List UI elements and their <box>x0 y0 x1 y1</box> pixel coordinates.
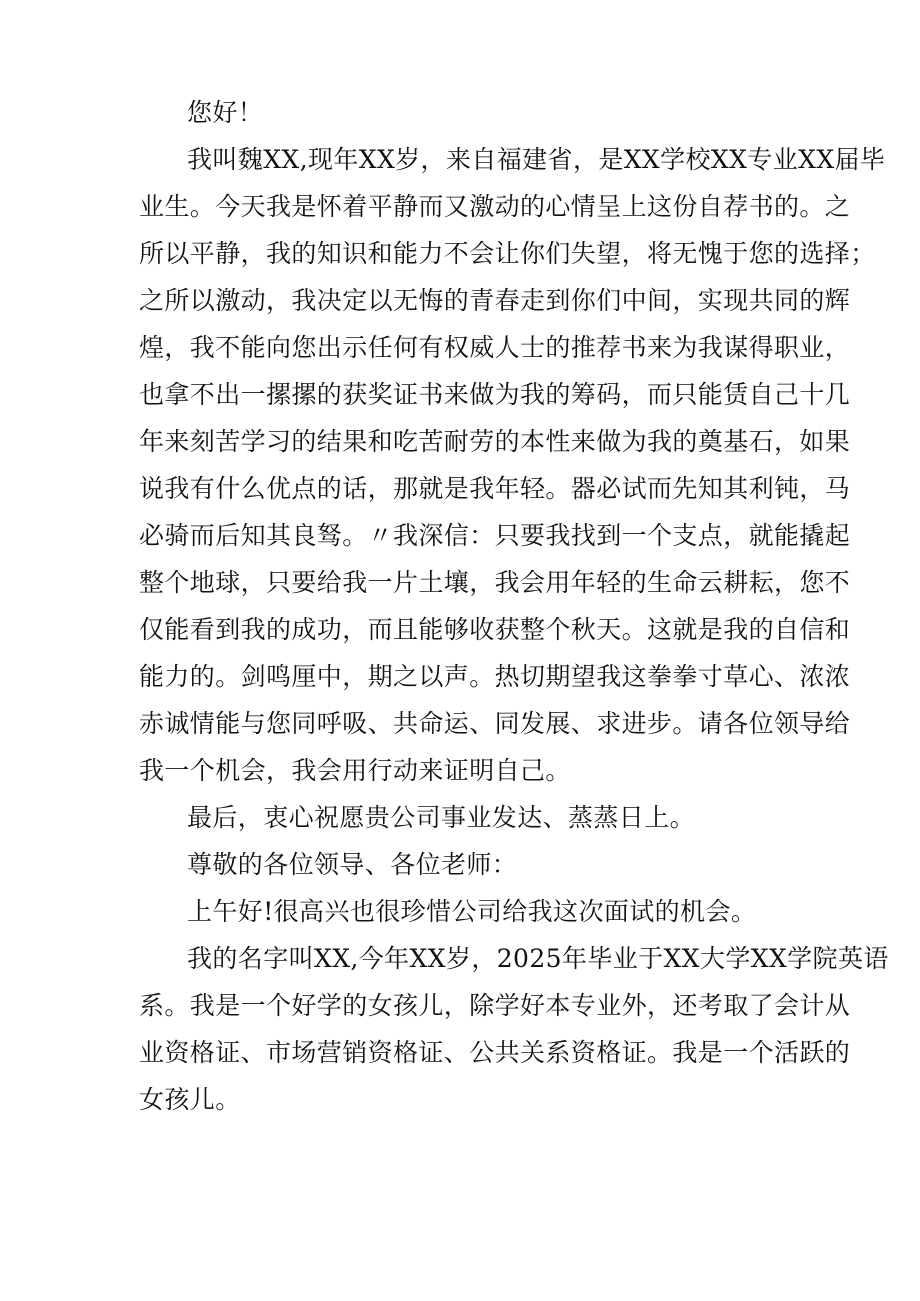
paragraph-line: 我一个机会，我会用行动来证明自己。 <box>139 756 571 785</box>
paragraph-line: 所以平静，我的知识和能力不会让你们失望，将无愧于您的选择； <box>139 239 876 268</box>
paragraph-line: 年来刻苦学习的结果和吃苦耐劳的本性来做为我的奠基石，如果 <box>139 427 851 456</box>
paragraph-line: 说我有什么优点的话，那就是我年轻。器必试而先知其利钝，马 <box>139 474 851 503</box>
greeting-line: 上午好!很高兴也很珍惜公司给我这次面试的机会。 <box>187 897 757 926</box>
paragraph-line: 系。我是一个好学的女孩儿，除学好本专业外，还考取了会计从 <box>139 991 851 1020</box>
paragraph-line: 煌，我不能向您出示任何有权威人士的推荐书来为我谋得职业， <box>139 333 851 362</box>
paragraph-line: 必骑而后知其良驽。〃我深信：只要我找到一个支点，就能撬起 <box>139 521 851 550</box>
greeting-line: 您好！ <box>187 98 264 127</box>
closing-wish-line: 最后，衷心祝愿贵公司事业发达、蒸蒸日上。 <box>187 803 696 832</box>
paragraph-line: 我的名字叫XX,今年XX岁，2025年毕业于XX大学XX学院英语 <box>187 944 889 973</box>
paragraph-line: 也拿不出一摞摞的获奖证书来做为我的筹码，而只能赁自己十几 <box>139 380 851 409</box>
paragraph-line: 女孩儿。 <box>139 1085 241 1114</box>
paragraph-line: 业资格证、市场营销资格证、公共关系资格证。我是一个活跃的 <box>139 1038 851 1067</box>
paragraph-line: 之所以激动，我决定以无悔的青春走到你们中间，实现共同的辉 <box>139 286 851 315</box>
paragraph-line: 整个地球，只要给我一片土壤，我会用年轻的生命云耕耘，您不 <box>139 568 851 597</box>
paragraph-line: 我叫魏XX,现年XX岁，来自福建省，是XX学校XX专业XX届毕 <box>187 145 886 174</box>
paragraph-line: 仅能看到我的成功，而且能够收获整个秋天。这就是我的自信和 <box>139 615 851 644</box>
paragraph-line: 能力的。剑鸣厘中，期之以声。热切期望我这拳拳寸草心、浓浓 <box>139 662 851 691</box>
paragraph-line: 业生。今天我是怀着平静而又激动的心情呈上这份自荐书的。之 <box>139 192 851 221</box>
paragraph-line: 赤诚情能与您同呼吸、共命运、同发展、求进步。请各位领导给 <box>139 709 851 738</box>
salutation-line: 尊敬的各位领导、各位老师： <box>187 850 518 879</box>
